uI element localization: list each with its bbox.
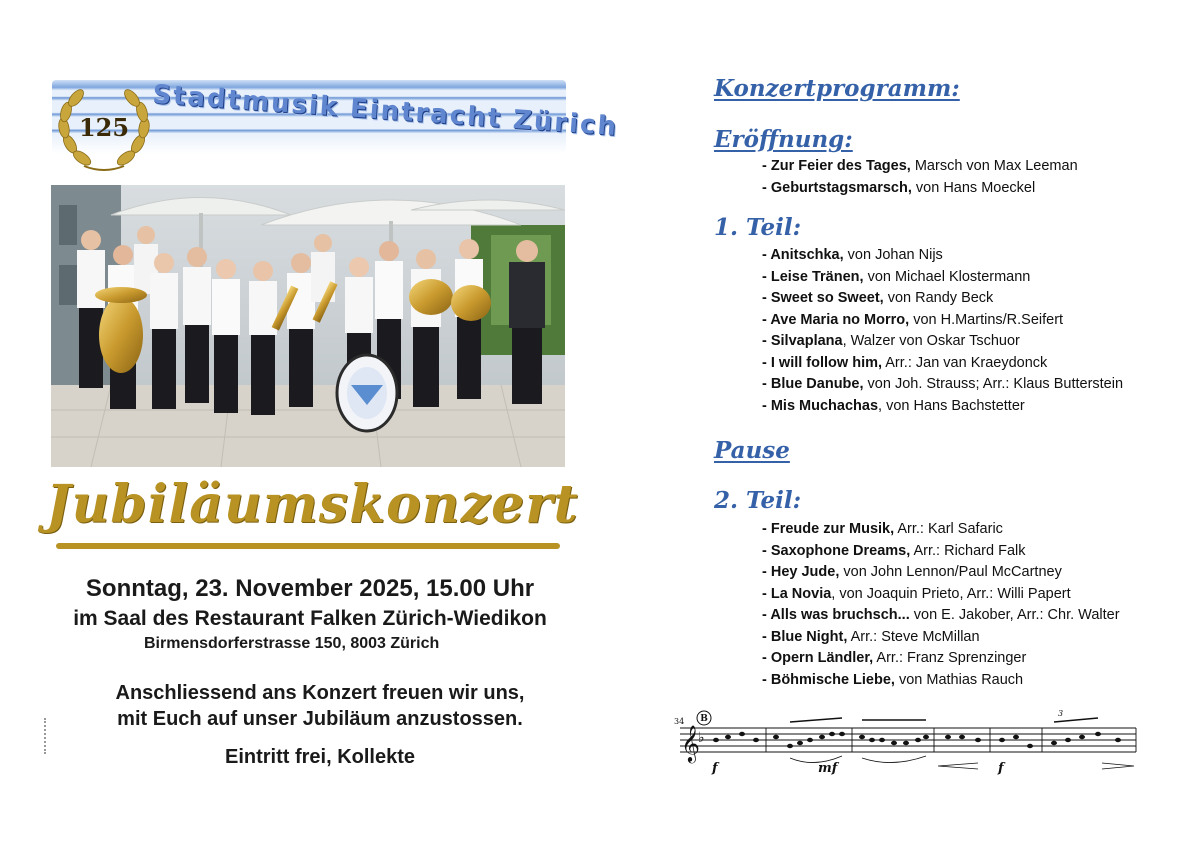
piece-title: - Leise Tränen, [762, 268, 864, 285]
program-title: Konzertprogramm: [714, 75, 960, 102]
section-title-pause: Pause [714, 437, 790, 464]
invitation-line-2: mit Euch auf unser Jubiläum anzustossen. [117, 708, 523, 730]
piece-detail: , Walzer von Oskar Tschuor [842, 333, 1020, 349]
piece-detail: von Michael Klostermann [863, 268, 1031, 285]
piece-detail: Arr.: Franz Sprenzinger [873, 650, 1027, 666]
section-title-opening: Eröffnung: [714, 126, 853, 153]
piece-title: - Hey Jude, [762, 564, 840, 580]
part-1-list [762, 245, 1123, 417]
piece-detail: Marsch von Max Leeman [910, 158, 1078, 174]
program-item [762, 648, 1120, 670]
treble-clef-icon: 𝄞 [681, 724, 700, 762]
program-item [762, 331, 1123, 353]
piece-title: - Saxophone Dreams, [762, 542, 911, 559]
opening-list [762, 156, 1078, 199]
section-title-part-2: 2. Teil: [714, 487, 802, 514]
piece-title: - Ave Maria no Morro, [762, 311, 910, 328]
part-2-list [762, 519, 1120, 691]
hairpins [938, 763, 1134, 769]
piece-title: - Böhmische Liebe, [762, 671, 895, 688]
admission-info: Eintritt frei, Kollekte [224, 746, 416, 768]
piece-title: - Opern Ländler, [762, 650, 874, 666]
invitation-line-1: Anschliessend ans Konzert freuen wir uns, [115, 682, 525, 704]
dynamic-marking: f [712, 761, 718, 776]
beams [790, 718, 1098, 722]
program-item [762, 374, 1123, 396]
piece-title: - Zur Feier des Tages, [762, 158, 911, 174]
piece-detail: von Mathias Rauch [894, 671, 1024, 688]
piece-detail: von John Lennon/Paul McCartney [839, 564, 1062, 580]
program-item [762, 605, 1120, 627]
piece-detail: von Randy Beck [883, 290, 994, 306]
laurel-wreath-icon [54, 82, 154, 174]
piece-detail: von Johan Nijs [843, 247, 943, 263]
headline-text: Jubiläumskonzert [46, 474, 579, 535]
dynamic-marking: mf [818, 761, 838, 776]
piece-detail: von Joh. Strauss; Arr.: Klaus Butterstein [863, 376, 1124, 392]
piece-title: - Anitschka, [762, 247, 844, 263]
piece-detail: von Hans Moeckel [911, 179, 1036, 196]
program-item [762, 562, 1120, 584]
piece-title: - Mis Muchachas [762, 397, 879, 414]
piece-title: - Silvaplana [762, 333, 843, 349]
event-venue: im Saal des Restaurant Falken Zürich-Wiedikon [73, 607, 547, 630]
program-item [762, 267, 1123, 289]
anniversary-number: 125 [78, 113, 130, 142]
program-item [762, 541, 1120, 563]
piece-title: - La Novia [762, 585, 832, 602]
piece-detail: Arr.: Steve McMillan [847, 628, 980, 645]
piece-title: - Sweet so Sweet, [762, 290, 884, 306]
program-item [762, 396, 1123, 418]
concert-headline [46, 470, 579, 560]
band-photo [51, 185, 565, 467]
program-item [762, 156, 1078, 178]
event-date: Sonntag, 23. November 2025, 15.00 Uhr [85, 575, 535, 602]
club-name-title: Stadtmusik Eintracht Zürich [151, 79, 619, 143]
piece-title: - Geburtstagsmarsch, [762, 179, 912, 196]
flat-icon: ♭ [698, 730, 705, 746]
program-item [762, 310, 1123, 332]
triplet-mark: 3 [1058, 710, 1064, 718]
club-banner [52, 79, 619, 176]
piece-title: - I will follow him, [762, 354, 883, 371]
program-item [762, 288, 1123, 310]
piece-detail: von H.Martins/R.Seifert [909, 311, 1064, 328]
piece-detail: Arr.: Richard Falk [910, 542, 1026, 559]
piece-detail: von E. Jakober, Arr.: Chr. Walter [909, 607, 1120, 623]
rehearsal-mark: B [700, 714, 708, 724]
dynamic-marking: f [998, 761, 1004, 776]
piece-detail: Arr.: Karl Safaric [894, 521, 1003, 537]
headline-underline [56, 540, 560, 552]
dotted-margin-mark [44, 718, 50, 754]
program-item [762, 584, 1120, 606]
program-item [762, 670, 1120, 692]
program-item [762, 178, 1078, 200]
program-item [762, 245, 1123, 267]
piece-title: - Freude zur Musik, [762, 521, 895, 537]
program-item [762, 519, 1120, 541]
piece-detail: Arr.: Jan van Kraeydonck [882, 354, 1048, 371]
slurs [790, 756, 926, 763]
event-address: Birmensdorferstrasse 150, 8003 Zürich [144, 635, 440, 652]
piece-detail: , von Joaquin Prieto, Arr.: Willi Papert [831, 585, 1071, 602]
sheet-music-excerpt [672, 710, 1140, 780]
piece-title: - Alls was bruchsch... [762, 607, 910, 623]
piece-detail: , von Hans Bachstetter [878, 397, 1025, 414]
program-item [762, 627, 1120, 649]
program-item [762, 353, 1123, 375]
section-title-part-1: 1. Teil: [714, 214, 802, 241]
measure-number: 34 [674, 717, 685, 726]
piece-title: - Blue Night, [762, 628, 848, 645]
piece-title: - Blue Danube, [762, 376, 864, 392]
